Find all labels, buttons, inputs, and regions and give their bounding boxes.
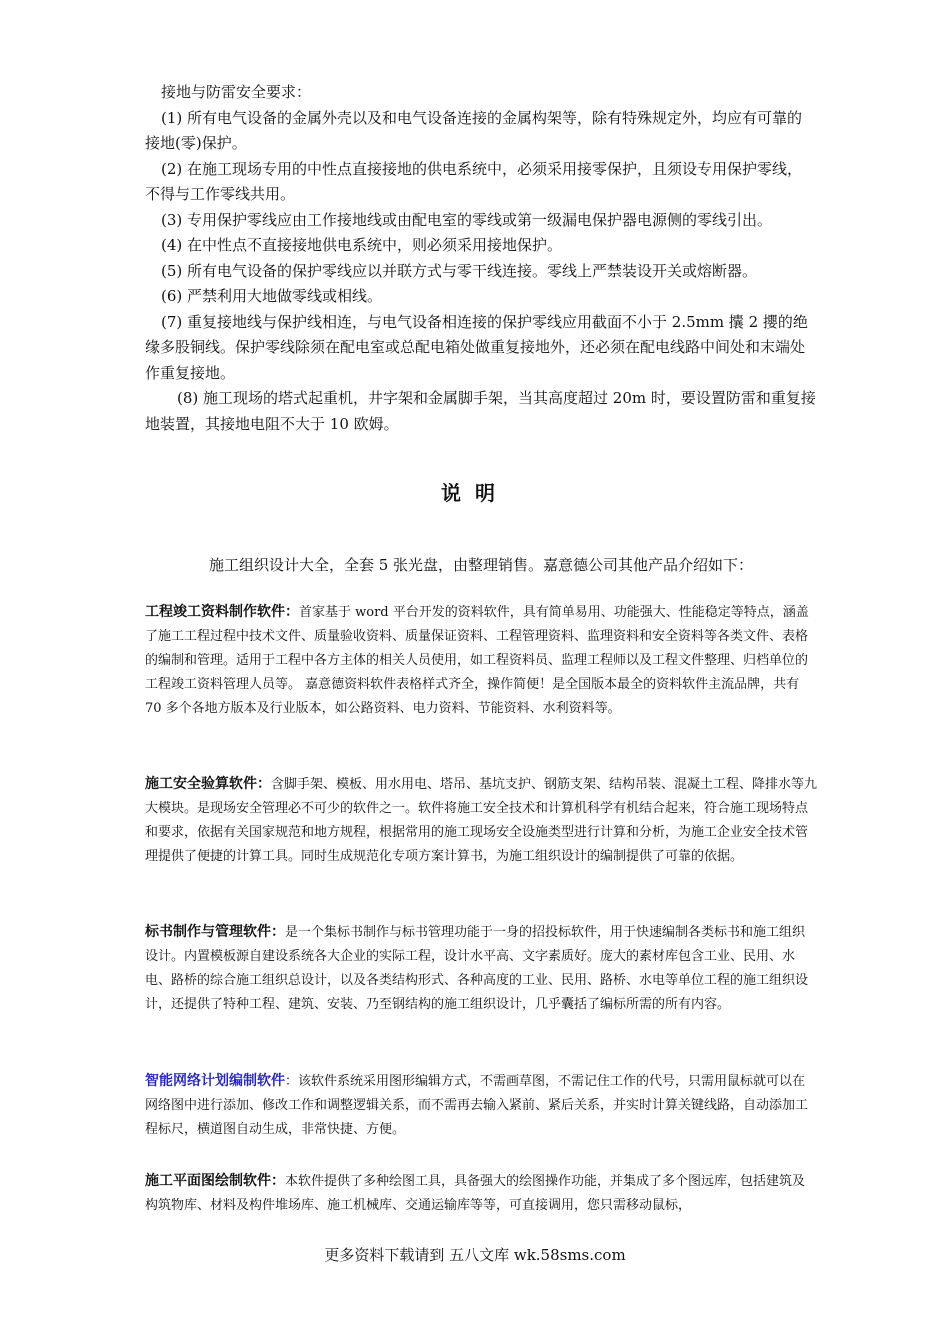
product-title: 施工平面图绘制软件： — [145, 1173, 285, 1189]
requirement-item-3: (3) 专用保护零线应由工作接地线或由配电室的零线或第一级漏电保护器电源侧的零线引出。 — [161, 210, 773, 229]
grounding-requirements — [145, 80, 817, 437]
requirements-title: 接地与防雷安全要求： — [161, 83, 312, 101]
product-description: 首家基于 word 平台开发的资料软件，具有简单易用、功能强大、性能稳定等特点，涵盖了施工工程过程中技术文件、质量验收资料、质量保证资料、工程管理资料、监理资料和安全资料等各类文件、表格的编制和管理。适用于工程中各方主体的相关人员使用，如工程资料员、监理工程师以及工程文件整理、归档单位的工程竣工资料管理人员等。 嘉意德资料软件表格样式齐全，操作简便！是全国版本最全的资料软件主流品牌，共有 70 多个各地方版本及行业版本，如公路资料、电力资料、节能资料、水利资料等。 — [145, 605, 809, 716]
product-title-link[interactable]: 智能网络计划编制软件 — [145, 1073, 285, 1089]
intro-paragraph: 施工组织设计大全，全套 5 张光盘，由整理销售。嘉意德公司其他产品介绍如下： — [208, 556, 754, 574]
product-description: 本软件提供了多种绘图工具，具备强大的绘图操作功能，并集成了多个图远库，包括建筑及构筑物库、材料及构件堆场库、施工机械库、交通运输库等等，可直接调用，您只需移动鼠标， — [145, 1174, 806, 1213]
page-footer: 更多资料下载请到 五八文库 wk.58sms.com — [324, 1246, 626, 1264]
requirement-item-2: (2) 在施工现场专用的中性点直接接地的供电系统中，必须采用接零保护，且须设专用保护零线，不得与工作零线共用。 — [145, 159, 803, 203]
product-description: 是一个集标书制作与标书管理功能于一身的招投标软件，用于快速编制各类标书和施工组织设计。内置模板源自建设系统各大企业的实际工程，设计水平高、文字素质好。庞大的素材库包含工业、民用、水电、路桥的综合施工组织总设计，以及各类结构形式、各种高度的工业、民用、路桥、水电等单位工程的施工组织设计，还提供了特种工程、建筑、安装、乃至钢结构的施工组织设计，几乎囊括了编标所需的所有内容。 — [145, 925, 809, 1012]
requirement-item-1: (1) 所有电气设备的金属外壳以及和电气设备连接的金属构架等，除有特殊规定外，均应有可靠的接地(零)保护。 — [145, 108, 803, 152]
product-bid-docs — [145, 920, 817, 1017]
product-safety-calc — [145, 772, 817, 869]
section-heading: 说明 — [441, 481, 509, 505]
product-network-plan — [145, 1069, 817, 1142]
requirement-item-8: (8) 施工现场的塔式起重机，井字架和金属脚手架，当其高度超过 20m 时，要设置防雷和重复接地装置，其接地电阻不大于 10 欧姆。 — [145, 389, 816, 433]
product-title: 标书制作与管理软件： — [145, 924, 285, 940]
requirement-item-7: (7) 重复接地线与保护线相连，与电气设备相连接的保护零线应用截面不小于 2.5mm 攮 2 攖的绝缘多股铜线。保护零线除须在配电室或总配电箱处做重复接地外，还必须在配电线路中间处和末端处作重复接地。 — [145, 312, 808, 382]
product-site-plan — [145, 1169, 817, 1218]
requirement-item-5: (5) 所有电气设备的保护零线应以并联方式与零干线连接。零线上严禁装设开关或熔断器。 — [161, 261, 758, 280]
product-description: 该软件系统采用图形编辑方式，不需画草图，不需记住工作的代号，只需用鼠标就可以在网络图中进行添加、修改工作和调整逻辑关系，而不需再去输入紧前、紧后关系，并实时计算关键线路，自动添加工程标尺，横道图自动生成，非常快捷、方便。 — [145, 1074, 809, 1137]
product-title-separator: ： — [285, 1074, 299, 1089]
requirement-item-4: (4) 在中性点不直接接地供电系统中，则必须采用接地保护。 — [161, 236, 563, 254]
product-title: 施工安全验算软件： — [145, 776, 271, 792]
requirement-item-6: (6) 严禁利用大地做零线或相线。 — [161, 287, 383, 305]
product-completion-docs — [145, 600, 817, 721]
product-title: 工程竣工资料制作软件： — [145, 604, 299, 620]
product-description: 含脚手架、模板、用水用电、塔吊、基坑支护、钢筋支架、结构吊装、混凝土工程、降排水等九大模块。是现场安全管理必不可少的软件之一。软件将施工安全技术和计算机科学有机结合起来，符合施工现场特点和要求，依据有关国家规范和地方规程，根据常用的施工现场安全设施类型进行计算和分析，为施工企业安全技术管理提供了便捷的计算工具。同时生成规范化专项方案计算书，为施工组织设计的编制提供了可靠的依据。 — [145, 777, 818, 864]
